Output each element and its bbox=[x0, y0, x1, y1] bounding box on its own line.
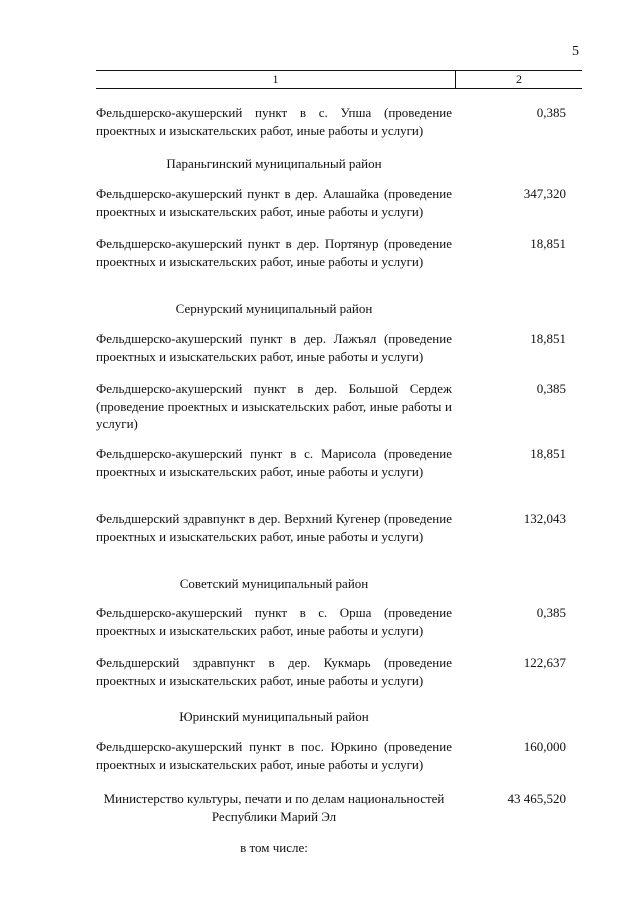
item-description: Фельдшерско-акушерский пункт в дер. Алашайка (проведение проектных и изыскательских работ, иные работы и услуги) bbox=[96, 186, 452, 219]
item-amount: 122,637 bbox=[523, 655, 566, 670]
district-heading: Сернурский муниципальный район bbox=[175, 301, 373, 316]
district-heading: Юринский муниципальный район bbox=[179, 709, 369, 724]
item-description: Фельдшерско-акушерский пункт в с. Упша (проведение проектных и изыскательских работ, иные работы и услуги) bbox=[96, 105, 452, 138]
item-description: Фельдшерско-акушерский пункт в дер. Лажъял (проведение проектных и изыскательских работ, иные работы и услуги) bbox=[96, 331, 452, 364]
item-amount: 132,043 bbox=[523, 511, 566, 526]
table-header-col2: 2 bbox=[516, 72, 522, 86]
item-amount: 347,320 bbox=[523, 186, 566, 201]
item-amount: 18,851 bbox=[530, 446, 566, 461]
item-description: Фельдшерско-акушерский пункт в дер. Портянур (проведение проектных и изыскательских работ, иные работы и услуги) bbox=[96, 236, 452, 269]
item-description: Фельдшерско-акушерский пункт в дер. Большой Сердеж (проведение проектных и изыскательских работ, иные работы и услуги) bbox=[96, 381, 452, 431]
ministry-name: Министерство культуры, печати и по делам национальностей Республики Марий Эл bbox=[103, 791, 445, 824]
including-label: в том числе: bbox=[240, 840, 308, 855]
item-amount: 18,851 bbox=[530, 331, 566, 346]
item-description: Фельдшерско-акушерский пункт в с. Орша (проведение проектных и изыскательских работ, иные работы и услуги) bbox=[96, 605, 452, 638]
item-amount: 18,851 bbox=[530, 236, 566, 251]
item-amount: 0,385 bbox=[536, 381, 566, 396]
ministry-amount: 43 465,520 bbox=[507, 791, 566, 806]
item-description: Фельдшерский здравпункт в дер. Верхний Кугенер (проведение проектных и изыскательских работ, иные работы и услуги) bbox=[96, 511, 452, 544]
table-header-col1: 1 bbox=[96, 71, 456, 88]
item-amount: 160,000 bbox=[523, 739, 566, 754]
table-header bbox=[96, 70, 582, 89]
item-description: Фельдшерско-акушерский пункт в с. Марисола (проведение проектных и изыскательских работ, иные работы и услуги) bbox=[96, 446, 452, 479]
item-amount: 0,385 bbox=[536, 605, 566, 620]
item-description: Фельдшерский здравпункт в дер. Кукмарь (проведение проектных и изыскательских работ, иные работы и услуги) bbox=[96, 655, 452, 688]
district-heading: Параньгинский муниципальный район bbox=[166, 156, 382, 171]
district-heading: Советский муниципальный район bbox=[179, 576, 369, 591]
item-description: Фельдшерско-акушерский пункт в пос. Юркино (проведение проектных и изыскательских работ, иные работы и услуги) bbox=[96, 739, 452, 772]
page-number: 5 bbox=[572, 44, 579, 59]
item-amount: 0,385 bbox=[536, 105, 566, 120]
